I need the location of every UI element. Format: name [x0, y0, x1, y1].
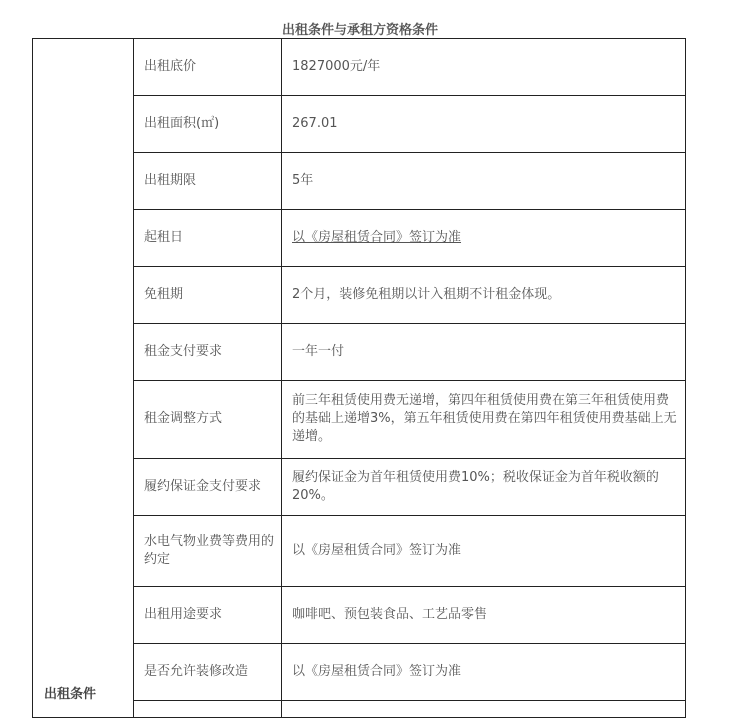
row-value: 前三年租赁使用费无递增，第四年租赁使用费在第三年租赁使用费的基础上递增3%，第五年租赁使用费在第四年租赁使用费基础上无递增。 — [292, 393, 677, 444]
row-label: 免租期 — [144, 286, 184, 302]
row-value: 咖啡吧、预包装食品、工艺品零售 — [292, 606, 488, 622]
row-label: 履约保证金支付要求 — [144, 478, 262, 494]
row-label: 出租底价 — [144, 58, 197, 74]
table-row — [133, 209, 686, 267]
row-label: 出租用途要求 — [144, 606, 223, 622]
row-label: 租金支付要求 — [144, 343, 223, 359]
row-label: 是否允许装修改造 — [144, 663, 249, 679]
row-label: 租金调整方式 — [144, 411, 223, 426]
row-label: 起租日 — [144, 229, 184, 245]
table-row — [133, 95, 686, 153]
row-value: 2个月，装修免租期以计入租期不计租金体现。 — [292, 286, 561, 302]
table-row — [133, 38, 686, 96]
page-title: 出租条件与承租方资格条件 — [281, 23, 438, 38]
row-value[interactable]: 以《房屋租赁合同》签订为准 — [292, 229, 462, 245]
table-row — [133, 266, 686, 324]
table-row — [133, 323, 686, 381]
row-value: 一年一付 — [292, 343, 345, 359]
row-value: 以《房屋租赁合同》签订为准 — [292, 663, 462, 679]
row-label: 出租期限 — [144, 172, 197, 188]
row-label: 水电气物业费等费用的约定 — [144, 533, 275, 567]
table-row — [133, 380, 686, 459]
row-value: 1827000元/年 — [292, 58, 381, 74]
row-value: 以《房屋租赁合同》签订为准 — [292, 542, 462, 558]
row-label: 出租面积(㎡) — [144, 115, 220, 131]
row-value: 履约保证金为首年租赁使用费10%；税收保证金为首年税收额的20%。 — [292, 469, 659, 503]
table-row — [133, 515, 686, 587]
row-value: 5年 — [292, 172, 314, 188]
table-row — [133, 586, 686, 644]
table-row — [133, 643, 686, 701]
table-row — [133, 458, 686, 516]
group-label: 出租条件 — [44, 687, 97, 702]
row-value: 267.01 — [292, 115, 338, 131]
table-row — [133, 152, 686, 210]
